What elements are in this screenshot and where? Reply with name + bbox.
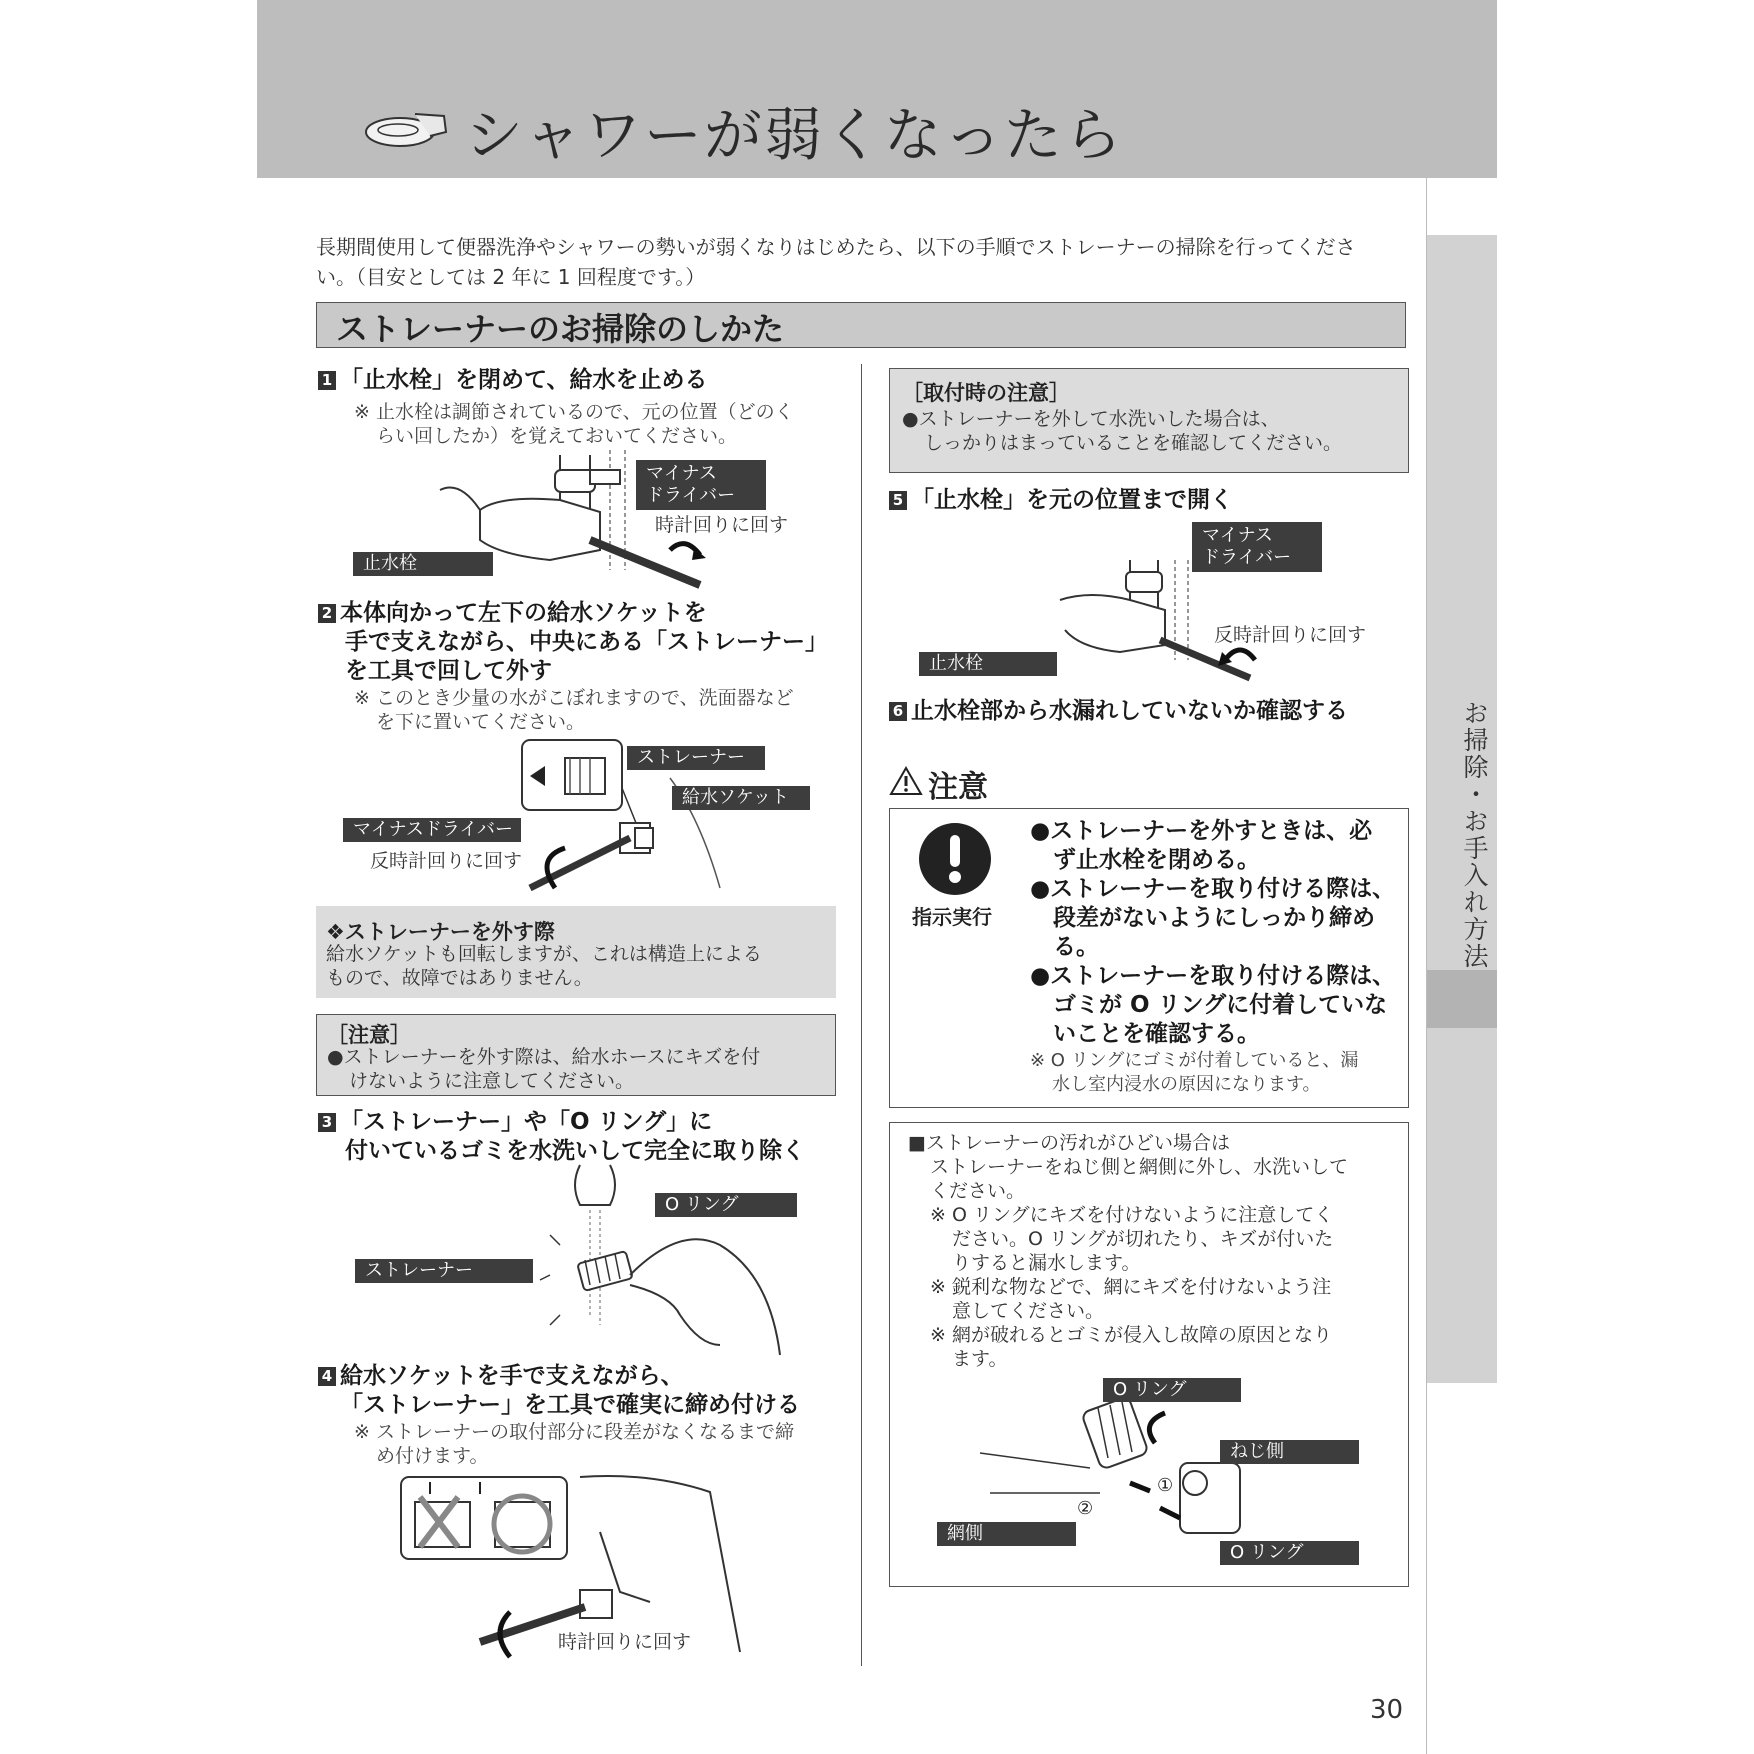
step-6-title <box>889 697 1348 726</box>
mandatory-action-icon <box>917 821 993 897</box>
step-line: 手で支えながら、中央にある「ストレーナー」 <box>345 629 828 655</box>
step-line: を工具で回して外す <box>345 658 552 684</box>
step-number: 2 <box>318 604 336 623</box>
caution-line: ●ストレーナーを外すときは、必 <box>1030 818 1373 844</box>
note-line: ※ O リングにゴミが付着していると、漏 <box>1030 1050 1359 1071</box>
step-number: 4 <box>318 1367 336 1386</box>
caution-line: ゴミが O リングに付着していな <box>1053 992 1388 1018</box>
side-tab-marker <box>1427 970 1497 1028</box>
column-divider <box>861 364 862 1666</box>
box-line: 給水ソケットも回転しますが、これは構造上による <box>326 943 762 965</box>
note-line: を下に置いてください。 <box>376 711 586 733</box>
remove-info-text <box>326 942 762 990</box>
intro-line: 長期間使用して便器洗浄やシャワーの勢いが弱くなりはじめたら、以下の手順でストレーナーの掃除を行ってくださ <box>316 235 1356 259</box>
circled-one: ① <box>1157 1475 1174 1496</box>
step-line: 「ストレーナー」を工具で確実に締め付ける <box>340 1392 800 1418</box>
caution-items <box>1030 817 1395 1049</box>
page-number: 30 <box>1370 1695 1404 1725</box>
page-title: シャワーが弱くなったら <box>465 101 1124 169</box>
box-line: けないように注意してください。 <box>349 1070 635 1092</box>
label-line: マイナス <box>1202 525 1273 546</box>
step-4-note <box>354 1420 794 1468</box>
note-line: ※ O リングにキズを付けないように注意してく <box>930 1204 1334 1226</box>
caution-box <box>889 808 1409 1108</box>
mandatory-action-label: 指示実行 <box>912 905 992 929</box>
fig2-rotate-label: 反時計回りに回す <box>370 850 523 872</box>
note-line: りすると漏水します。 <box>952 1252 1141 1274</box>
label-line: ドライバー <box>646 485 736 506</box>
caution-small-text <box>327 1045 760 1093</box>
fig2-strainer-label: ストレーナー <box>627 746 765 770</box>
step-2-note <box>354 686 794 734</box>
box-line: ●ストレーナーを外して水洗いした場合は、 <box>902 408 1280 430</box>
install-note-title: ［取付時の注意］ <box>902 381 1070 405</box>
caution-line: る。 <box>1053 934 1099 960</box>
step-line: 「止水栓」を閉めて、給水を止める <box>340 367 708 393</box>
step-5-title <box>889 486 1233 515</box>
step-1-title <box>318 366 708 395</box>
fig6-oring-bottom-label: O リング <box>1220 1541 1359 1565</box>
fig1-valve-label: 止水栓 <box>353 552 493 576</box>
box-line: ください。 <box>930 1180 1026 1202</box>
fig5-rotate-label: 反時計回りに回す <box>1214 624 1367 646</box>
note-line: ます。 <box>952 1348 1008 1370</box>
step-4-title <box>318 1362 800 1420</box>
fig6-oring-top-label: O リング <box>1103 1378 1241 1402</box>
step-line: 給水ソケットを手で支えながら、 <box>340 1363 684 1389</box>
fig1-tool-label <box>636 460 766 510</box>
note-line: ※ ストレーナーの取付部分に段差がなくなるまで締 <box>354 1421 794 1443</box>
install-note-text <box>902 407 1342 455</box>
fig2-socket-label: 給水ソケット <box>672 786 810 810</box>
label-line: マイナス <box>646 463 717 484</box>
caution-line: ●ストレーナーを取り付ける際は、 <box>1030 876 1396 902</box>
dirty-strainer-box <box>889 1122 1409 1587</box>
step-line: 「止水栓」を元の位置まで開く <box>911 487 1233 513</box>
dirty-strainer-text <box>908 1131 1348 1371</box>
note-line: ※ 止水栓は調節されているので、元の位置（どのく <box>354 401 794 423</box>
section-title: ストレーナーのお掃除のしかた <box>336 310 785 348</box>
step-number: 6 <box>889 702 907 721</box>
step-2-title <box>318 599 828 686</box>
caution-note <box>1030 1049 1358 1097</box>
caution-line: いことを確認する。 <box>1053 1021 1260 1047</box>
step-line: 「ストレーナー」や「O リング」に <box>340 1109 713 1135</box>
remove-info-box <box>316 906 836 998</box>
note-line: ※ このとき少量の水がこぼれますので、洗面器など <box>354 687 794 709</box>
caution-small-title: ［注意］ <box>327 1023 411 1047</box>
fig3-strainer-label: ストレーナー <box>355 1259 533 1283</box>
side-tab-label: お掃除・お手入れ方法 <box>1460 700 1489 970</box>
fig5-valve-label: 止水栓 <box>919 652 1057 676</box>
step-line: 付いているゴミを水洗いして完全に取り除く <box>345 1138 805 1164</box>
warning-triangle-icon <box>889 766 923 796</box>
box-line: ■ストレーナーの汚れがひどい場合は <box>908 1132 1230 1154</box>
box-line: ストレーナーをねじ側と網側に外し、水洗いして <box>930 1156 1349 1178</box>
toilet-seat-icon <box>360 104 450 154</box>
note-line: ださい。O リングが切れたり、キズが付いた <box>952 1228 1334 1250</box>
box-line: もので、故障ではありません。 <box>326 967 593 989</box>
intro-line: い。（目安としては 2 年に 1 回程度です。） <box>316 265 706 289</box>
step-line: 本体向かって左下の給水ソケットを <box>340 600 707 626</box>
step-number: 5 <box>889 491 907 510</box>
note-line: め付けます。 <box>376 1445 489 1467</box>
step-line: 止水栓部から水漏れしていないか確認する <box>911 698 1348 724</box>
caution-line: 段差がないようにしっかり締め <box>1053 905 1375 931</box>
note-line: らい回したか）を覚えておいてください。 <box>376 425 738 447</box>
remove-info-title: ❖ストレーナーを外す際 <box>326 920 555 944</box>
note-line: ※ 網が破れるとゴミが侵入し故障の原因となり <box>930 1324 1332 1346</box>
fig1-rotate-label: 時計回りに回す <box>655 514 789 536</box>
fig6-mesh-side-label: 網側 <box>937 1522 1076 1546</box>
label-line: ドライバー <box>1202 547 1292 568</box>
circled-two: ② <box>1077 1498 1094 1519</box>
note-line: ※ 鋭利な物などで、網にキズを付けないよう注 <box>930 1276 1332 1298</box>
caution-line: ●ストレーナーを取り付ける際は、 <box>1030 963 1396 989</box>
install-note-box <box>889 368 1409 473</box>
step-3-title <box>318 1108 805 1166</box>
box-line: ●ストレーナーを外す際は、給水ホースにキズを付 <box>327 1046 761 1068</box>
caution-heading: 注意 <box>928 770 988 805</box>
box-line: しっかりはまっていることを確認してください。 <box>924 432 1343 454</box>
intro-text <box>316 232 1406 292</box>
caution-line: ず止水栓を閉める。 <box>1053 847 1260 873</box>
fig4-rotate-label: 時計回りに回す <box>558 1631 692 1653</box>
step-1-note <box>354 400 794 448</box>
step-number: 3 <box>318 1113 336 1132</box>
fig6-screw-side-label: ねじ側 <box>1220 1440 1359 1464</box>
fig5-tool-label <box>1192 522 1322 572</box>
caution-box-small <box>316 1014 836 1096</box>
step-number: 1 <box>318 371 336 390</box>
note-line: 意してください。 <box>952 1300 1105 1322</box>
fig2-tool-label: マイナスドライバー <box>343 818 521 842</box>
note-line: 水し室内浸水の原因になります。 <box>1052 1074 1321 1095</box>
fig3-oring-label: O リング <box>655 1193 797 1217</box>
